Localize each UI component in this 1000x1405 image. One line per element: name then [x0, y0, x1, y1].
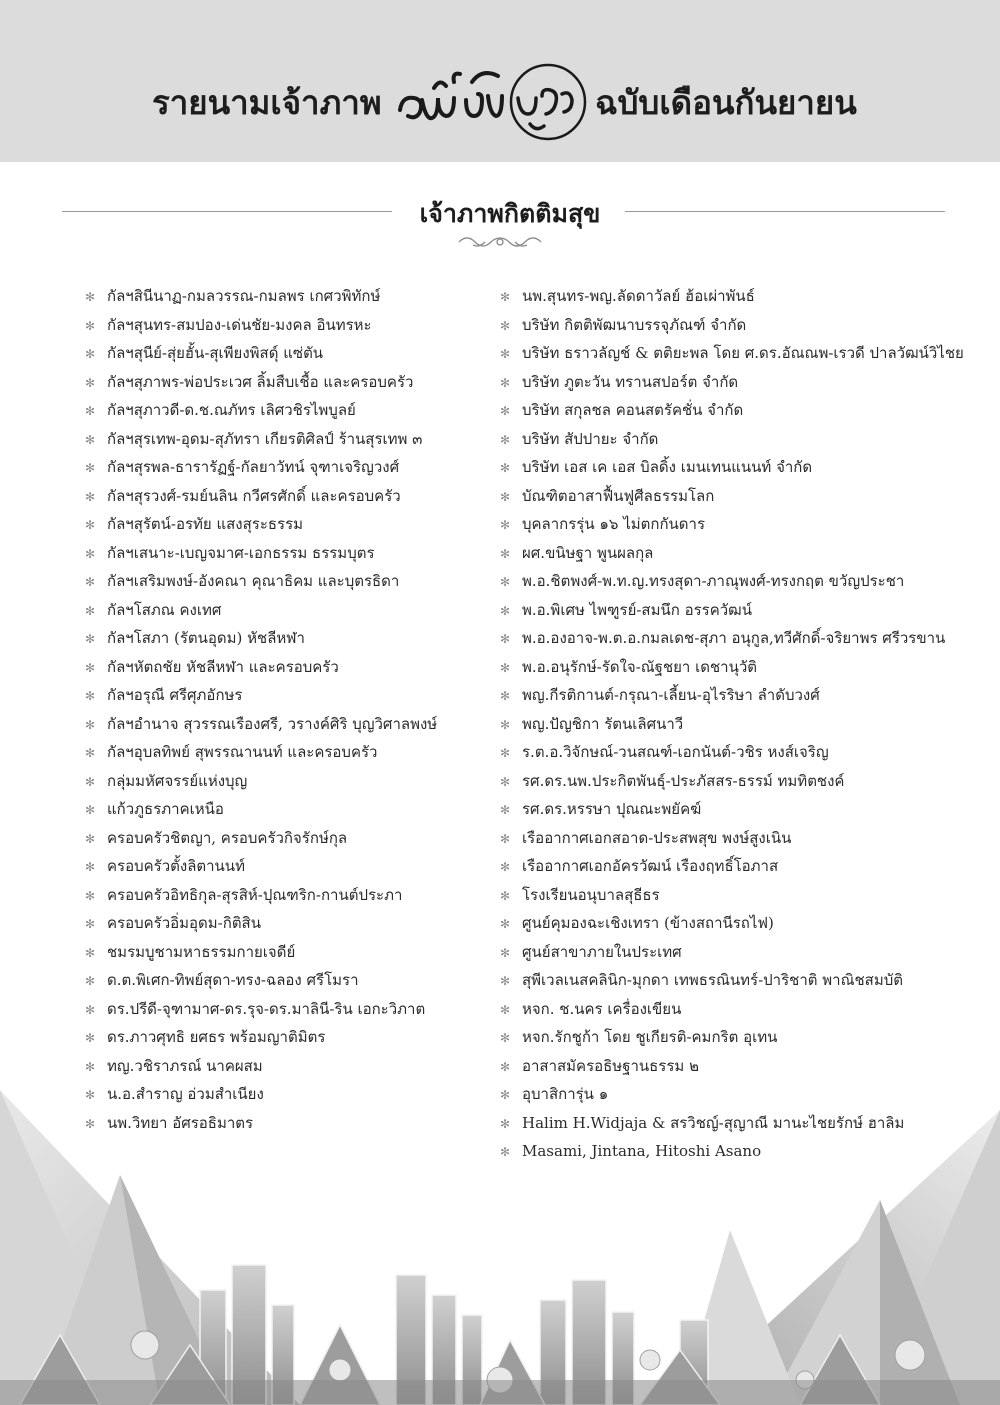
- section-header: [0, 190, 1000, 260]
- donor-name: แก้วภูธรภาคเหนือ: [107, 800, 224, 818]
- donor-right-item: [500, 396, 980, 425]
- bullet-icon: ✻: [500, 375, 511, 390]
- bullet-icon: ✻: [500, 1088, 511, 1102]
- bullet-icon: ✻: [500, 717, 511, 732]
- bullet-icon: ✻: [85, 917, 96, 931]
- donor-name: บริษัท ภูตะวัน ทรานสปอร์ต จำกัด: [522, 372, 739, 391]
- donor-left-item: [85, 510, 495, 539]
- donor-name: ด.ต.พิเศก-ทิพย์สุดา-ทรง-ฉลอง ศรีโมรา: [107, 971, 359, 989]
- donor-name: นพ.วิทยา อัศรอธิมาตร: [107, 1113, 254, 1132]
- donor-name: อาสาสมัครอธิษฐานธรรม ๒: [522, 1056, 699, 1075]
- donor-right-item: [500, 282, 980, 311]
- donor-right-item: [500, 453, 980, 482]
- donor-name: กัลฯสุรเทพ-อุดม-สุภัทรา เกียรติศิลป์ ร้านสุรเทพ ๓: [107, 429, 423, 448]
- donor-left-item: [85, 767, 495, 796]
- bullet-icon: ✻: [500, 404, 511, 418]
- donor-left-item: [85, 1023, 495, 1052]
- bullet-icon: ✻: [85, 1088, 96, 1102]
- donor-right-item: [500, 311, 980, 340]
- donor-name: นพ.สุนทร-พญ.ลัดดาวัลย์ ฮ้อเผ่าพันธ์: [522, 287, 755, 305]
- header-band: [0, 0, 1000, 162]
- donor-left-item: [85, 852, 495, 881]
- bullet-icon: ✻: [500, 689, 511, 703]
- donor-right-item: [500, 510, 980, 539]
- donor-name: ศูนย์คุมองฉะเชิงเทรา (ข้างสถานีรถไฟ): [522, 914, 774, 932]
- donor-name: กัลฯเสนาะ-เบญจมาศ-เอกธรรม ธรรมบุตร: [107, 543, 375, 562]
- bullet-icon: ✻: [85, 860, 96, 874]
- bullet-icon: ✻: [500, 347, 511, 361]
- donor-left-item: [85, 824, 495, 853]
- donor-left-item: [85, 368, 495, 397]
- bullet-icon: ✻: [85, 888, 96, 903]
- donor-right-item: [500, 368, 980, 397]
- donor-left-item: [85, 738, 495, 767]
- bullet-icon: ✻: [500, 945, 511, 960]
- donor-name: ศูนย์สาขาภายในประเทศ: [522, 942, 682, 961]
- bullet-icon: ✻: [500, 774, 511, 789]
- donor-name: รศ.ดร.หรรษา ปุณณะพยัคฆ์: [522, 800, 702, 818]
- bullet-icon: ✻: [85, 1002, 96, 1017]
- donor-name: หจก. ช.นคร เครื่องเขียน: [522, 999, 682, 1018]
- bullet-icon: ✻: [85, 1059, 96, 1074]
- donor-name: ทญ.วชิราภรณ์ นาคผสม: [107, 1056, 263, 1075]
- donor-left-item: [85, 995, 495, 1024]
- divider-left: [62, 211, 392, 212]
- donor-left-item: [85, 909, 495, 938]
- bullet-icon: ✻: [85, 774, 96, 789]
- donor-name: ครอบครัวอิทธิกุล-สุรสิห์-ปุณฑริก-กานต์ประภา: [107, 885, 403, 904]
- donor-right-item: [500, 596, 980, 625]
- donor-list-left: [85, 282, 495, 1137]
- bullet-icon: ✻: [85, 489, 96, 504]
- donor-name: อุบาสิการุ่น ๑: [522, 1085, 609, 1103]
- bullet-icon: ✻: [500, 518, 511, 532]
- donor-name: ผศ.ขนิษฐา พูนผลกุล: [522, 543, 654, 562]
- donor-left-item: [85, 653, 495, 682]
- bullet-icon: ✻: [500, 1002, 511, 1017]
- bullet-icon: ✻: [500, 917, 511, 931]
- donor-right-item: [500, 425, 980, 454]
- donor-right-item: [500, 1023, 980, 1052]
- donor-name: ชมรมบูชามหาธรรมกายเจดีย์: [107, 942, 296, 961]
- bullet-icon: ✻: [85, 831, 96, 846]
- donor-name: บุคลากรรุ่น ๑๖ ไม่ตกกันดาร: [522, 515, 706, 533]
- donor-name: กัลฯสุนทร-สมปอง-เด่นชัย-มงคล อินทรหะ: [107, 315, 372, 334]
- donor-name: ครอบครัวตั้งลิตานนท์: [107, 857, 245, 875]
- donor-name: กลุ่มมหัศจรรย์แห่งบุญ: [107, 771, 248, 790]
- donor-name: บริษัท สกุลชล คอนสตรัคชั่น จำกัด: [522, 401, 744, 419]
- donor-name: ครอบครัวชิตญา, ครอบครัวกิจรักษ์กุล: [107, 828, 348, 847]
- donor-name: บริษัท ธราวลัญช์ & ตติยะพล โดย ศ.ดร.อัณณพ-เรวดี ปาลวัฒน์วิไชย: [522, 344, 964, 362]
- bullet-icon: ✻: [85, 945, 96, 960]
- donor-name: สุพีเวลเนสคลินิก-มุกดา เทพธรณินทร์-ปาริชาติ พาณิชสมบัติ: [522, 971, 903, 989]
- donor-right-item: [500, 995, 980, 1024]
- donor-left-item: [85, 881, 495, 910]
- donor-left-item: [85, 482, 495, 511]
- bullet-icon: ✻: [85, 717, 96, 732]
- bullet-icon: ✻: [85, 347, 96, 361]
- bullet-icon: ✻: [500, 632, 511, 646]
- divider-right: [625, 211, 945, 212]
- donor-name: กัลฯสุรวงศ์-รมย์นลิน กวีศรศักดิ์ และครอบครัว: [107, 486, 401, 505]
- bullet-icon: ✻: [85, 318, 96, 333]
- bullet-icon: ✻: [85, 290, 96, 304]
- bullet-icon: ✻: [85, 518, 96, 532]
- donor-list-right: [500, 282, 980, 1166]
- bullet-icon: ✻: [85, 803, 96, 817]
- donor-right-item: [500, 681, 980, 710]
- bullet-icon: ✻: [500, 888, 511, 903]
- donor-right-item: [500, 938, 980, 967]
- bullet-icon: ✻: [500, 803, 511, 817]
- donor-name: หจก.รักชูก้า โดย ชูเกียรติ-คมกริต อุเทน: [522, 1028, 778, 1046]
- donor-name: ครอบครัวอิ่มอุดม-กิติสิน: [107, 914, 261, 932]
- donor-name: ดร.ภาวศุทธิ ยศธร พร้อมญาติมิตร: [107, 1028, 326, 1046]
- donor-right-item: [500, 653, 980, 682]
- donor-name: กัลฯอรุณี ศรีศุภอักษร: [107, 686, 243, 704]
- donor-left-item: [85, 425, 495, 454]
- donor-right-item: [500, 881, 980, 910]
- donor-name: พ.อ.องอาจ-พ.ต.อ.กมลเดช-สุภา อนุกูล,ทวีศักดิ์-จริยาพร ศรีวรขาน: [522, 629, 946, 647]
- donor-left-item: [85, 596, 495, 625]
- bullet-icon: ✻: [500, 432, 511, 447]
- title-left: รายนามเจ้าภาพ: [152, 83, 382, 122]
- donor-right-item: [500, 852, 980, 881]
- bullet-icon: ✻: [500, 603, 511, 618]
- donor-name: กัลฯสินีนาฏ-กมลวรรณ-กมลพร เกศวพิทักษ์: [107, 287, 381, 305]
- bullet-icon: ✻: [500, 974, 511, 988]
- bullet-icon: ✻: [500, 489, 511, 504]
- donor-right-item: [500, 567, 980, 596]
- bullet-icon: ✻: [500, 546, 511, 561]
- bullet-icon: ✻: [85, 546, 96, 561]
- donor-right-item: [500, 482, 980, 511]
- donor-left-item: [85, 938, 495, 967]
- donor-right-item: [500, 539, 980, 568]
- donor-name: กัลฯอุบลทิพย์ สุพรรณานนท์ และครอบครัว: [107, 743, 378, 761]
- bullet-icon: ✻: [500, 860, 511, 874]
- donor-name: กัลฯเสริมพงษ์-อังคณา คุณาธิคม และบุตรธิดา: [107, 572, 400, 590]
- donor-left-item: [85, 396, 495, 425]
- bullet-icon: ✻: [500, 660, 511, 675]
- donor-name: กัลฯโสภณ คงเทศ: [107, 600, 222, 619]
- bullet-icon: ✻: [85, 974, 96, 988]
- donor-left-item: [85, 1052, 495, 1081]
- donor-left-item: [85, 453, 495, 482]
- donor-left-item: [85, 966, 495, 995]
- decorative-crystal-scene: [0, 1080, 1000, 1405]
- bullet-icon: ✻: [85, 461, 96, 475]
- bullet-icon: ✻: [500, 290, 511, 304]
- bullet-icon: ✻: [85, 375, 96, 390]
- donor-right-item: [500, 710, 980, 739]
- donor-left-item: [85, 624, 495, 653]
- donor-name: Masami, Jintana, Hitoshi Asano: [522, 1142, 762, 1160]
- donor-name: เรืออากาศเอกอัครวัฒน์ เรืองฤทธิ์โอภาส: [522, 857, 779, 875]
- donor-name: ดร.ปรีดี-จุฑามาศ-ดร.รุจ-ดร.มาลินี-ริน เอกะวิภาต: [107, 999, 426, 1018]
- donor-name: รศ.ดร.นพ.ประกิตพันธุ์-ประภัสสร-ธรรม์ ทมทิตชงค์: [522, 771, 845, 790]
- donor-name: น.อ.สำราญ อ่วมสำเนียง: [107, 1085, 264, 1103]
- donor-right-item: [500, 767, 980, 796]
- donor-name: บริษัท กิตติพัฒนาบรรจุภัณฑ์ จำกัด: [522, 315, 747, 334]
- donor-left-item: [85, 567, 495, 596]
- section-title: เจ้าภาพกิตติมสุข: [419, 199, 601, 228]
- donor-left-item: [85, 681, 495, 710]
- bullet-icon: ✻: [85, 660, 96, 675]
- donor-name: โรงเรียนอนุบาลสุธีธร: [522, 885, 660, 904]
- donor-right-item: [500, 824, 980, 853]
- donor-name: กัลฯอำนาจ สุวรรณเรืองศรี, วรางค์ศิริ บุญวิศาลพงษ์: [107, 714, 438, 733]
- bullet-icon: ✻: [500, 1145, 511, 1159]
- bullet-icon: ✻: [500, 461, 511, 475]
- bullet-icon: ✻: [85, 746, 96, 760]
- bullet-icon: ✻: [500, 1116, 511, 1131]
- bullet-icon: ✻: [85, 404, 96, 418]
- donor-name: ร.ต.อ.วิจักษณ์-วนสณฑ์-เอกนันต์-วชิร หงส์เจริญ: [522, 743, 829, 761]
- donor-right-item: [500, 339, 980, 368]
- donor-right-item: [500, 624, 980, 653]
- donor-name: พ.อ.ชิตพงศ์-พ.ท.ญ.ทรงสุดา-ภาณุพงศ์-ทรงกฤต ขวัญประชา: [522, 572, 905, 590]
- donor-name: เรืออากาศเอกสอาด-ประสพสุข พงษ์สูงเนิน: [522, 828, 792, 847]
- magazine-logo: [392, 52, 592, 156]
- bullet-icon: ✻: [85, 1116, 96, 1131]
- donor-name: กัลฯสุภาพร-พ่อประเวศ ลิ้มสืบเชื้อ และครอบครัว: [107, 372, 414, 391]
- donor-left-item: [85, 710, 495, 739]
- donor-right-item: [500, 966, 980, 995]
- donor-name: กัลฯโสภา (รัตนอุดม) หัชลีหฬา: [107, 629, 305, 647]
- bullet-icon: ✻: [85, 575, 96, 589]
- donor-name: กัลฯสุภาวดี-ด.ช.ณภัทร เลิศวชิรไพบูลย์: [107, 401, 356, 419]
- donor-name: บัณฑิตอาสาฟื้นฟูศีลธรรมโลก: [522, 486, 715, 505]
- donor-left-item: [85, 339, 495, 368]
- donor-left-item: [85, 311, 495, 340]
- donor-right-item: [500, 738, 980, 767]
- donor-name: กัลฯหัตถชัย หัชลีหฬา และครอบครัว: [107, 657, 339, 676]
- donor-name: กัลฯสุรัตน์-อรทัย แสงสุระธรรม: [107, 515, 304, 533]
- bullet-icon: ✻: [500, 1031, 511, 1045]
- title-right: ฉบับเดือนกันยายน: [595, 83, 857, 122]
- donor-left-item: [85, 795, 495, 824]
- bullet-icon: ✻: [85, 632, 96, 646]
- donor-name: บริษัท เอส เค เอส บิลดิ้ง เมนเทนแนนท์ จำกัด: [522, 458, 813, 476]
- bullet-icon: ✻: [500, 575, 511, 589]
- bullet-icon: ✻: [85, 1031, 96, 1045]
- bullet-icon: ✻: [500, 318, 511, 333]
- ornament-icon: [455, 234, 545, 250]
- logo-artwork: [392, 52, 592, 156]
- donor-name: พญ.กีรติกานต์-กรุณา-เลี้ยน-อุไรริษา ลำดับวงศ์: [522, 686, 820, 704]
- donor-name: Halim H.Widjaja & สรวิชญ์-สุญาณี มานะไชยรักษ์ ฮาลิม: [522, 1113, 905, 1132]
- bullet-icon: ✻: [500, 831, 511, 846]
- donor-right-item: [500, 795, 980, 824]
- donor-name: พ.อ.พิเศษ ไพฑูรย์-สมนึก อรรควัฒน์: [522, 600, 752, 619]
- donor-name: บริษัท สัปปายะ จำกัด: [522, 429, 659, 448]
- bullet-icon: ✻: [85, 689, 96, 703]
- donor-name: กัลฯสุรพล-ธารารัฏฐ์-กัลยาวัทน์ จุฑาเจริญวงศ์: [107, 458, 400, 476]
- donor-name: พญ.ปัญชิกา รัตนเลิศนาวี: [522, 714, 684, 733]
- donor-right-item: [500, 1052, 980, 1081]
- donor-name: พ.อ.อนุรักษ์-รัดใจ-ณัฐชยา เดชานุวัติ: [522, 657, 758, 676]
- bullet-icon: ✻: [85, 603, 96, 618]
- donor-right-item: [500, 909, 980, 938]
- donor-left-item: [85, 282, 495, 311]
- donor-name: กัลฯสุนีย์-สุ่ยฮั้น-สุเพียงพิสดุ์ แซ่ตัน: [107, 344, 324, 362]
- bullet-icon: ✻: [500, 746, 511, 760]
- bullet-icon: ✻: [500, 1059, 511, 1074]
- donor-left-item: [85, 539, 495, 568]
- bullet-icon: ✻: [85, 432, 96, 447]
